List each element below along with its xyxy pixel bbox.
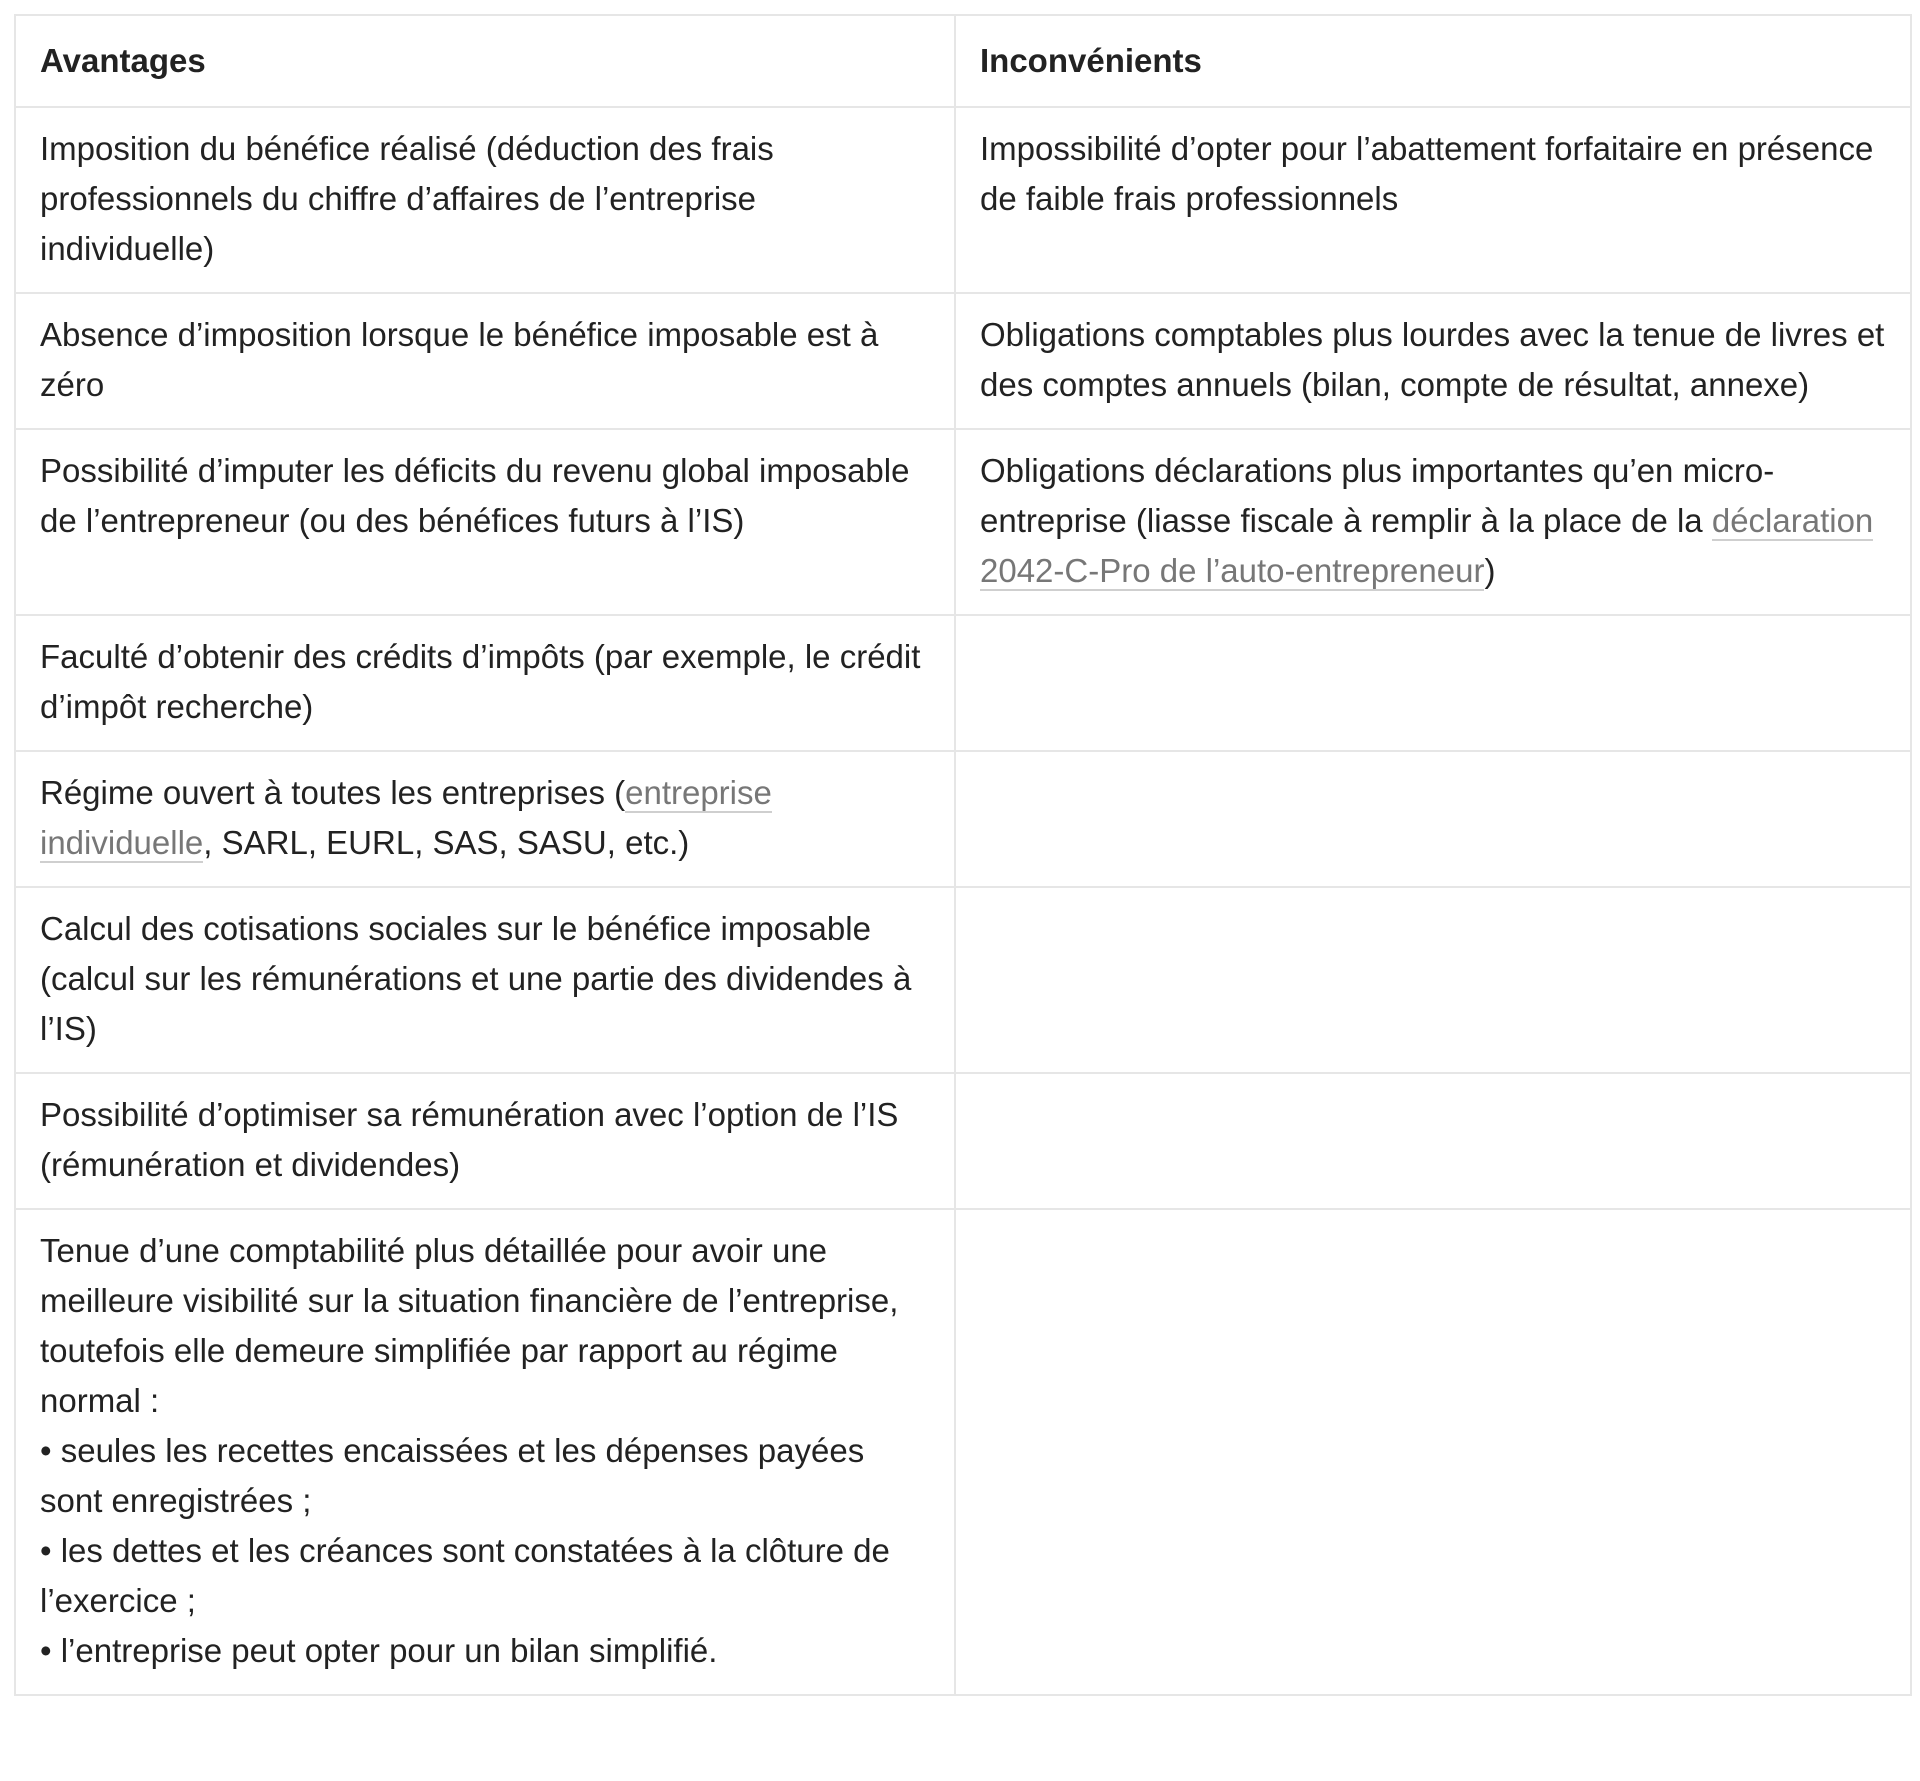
cell-advantage: Calcul des cotisations sociales sur le bénéfice imposable (calcul sur les rémunérations et une partie des dividendes à l’IS) — [15, 887, 955, 1073]
cell-text: Obligations déclarations plus importantes qu’en micro-entreprise (liasse fiscale à remplir à la place de la — [980, 452, 1775, 539]
cell-disadvantage-empty — [955, 751, 1911, 887]
table-row — [15, 107, 1911, 293]
table-row — [15, 615, 1911, 751]
header-advantages: Avantages — [15, 15, 955, 107]
table-row — [15, 429, 1911, 615]
cell-disadvantage: Obligations comptables plus lourdes avec la tenue de livres et des comptes annuels (bilan, compte de résultat, annexe) — [955, 293, 1911, 429]
cell-text: ) — [1484, 552, 1496, 589]
header-disadvantages: Inconvénients — [955, 15, 1911, 107]
cell-disadvantage-empty — [955, 887, 1911, 1073]
table-row — [15, 751, 1911, 887]
link-declaration-2042-c-pro[interactable]: déclaration 2042-C-Pro de l’auto-entrepreneur — [980, 502, 1874, 589]
cell-text: , SARL, EURL, SAS, SASU, etc.) — [203, 824, 690, 861]
bullet-item: • l’entreprise peut opter pour un bilan simplifié. — [40, 1632, 718, 1669]
cell-disadvantage: Impossibilité d’opter pour l’abattement forfaitaire en présence de faible frais professionnels — [955, 107, 1911, 293]
table-row — [15, 1073, 1911, 1209]
cell-advantage — [15, 751, 955, 887]
cell-text: Régime ouvert à toutes les entreprises ( — [40, 774, 626, 811]
table-row — [15, 293, 1911, 429]
cell-advantage — [15, 1209, 955, 1695]
bullet-item: • les dettes et les créances sont constatées à la clôture de l’exercice ; — [40, 1532, 890, 1619]
link-entreprise-individuelle[interactable]: entreprise individuelle — [40, 774, 772, 861]
cell-text: Tenue d’une comptabilité plus détaillée pour avoir une meilleure visibilité sur la situation financière de l’entreprise, toutefois elle demeure simplifiée par rapport au régime normal : — [40, 1232, 899, 1419]
cell-advantage: Possibilité d’optimiser sa rémunération avec l’option de l’IS (rémunération et dividendes) — [15, 1073, 955, 1209]
cell-disadvantage-empty — [955, 1209, 1911, 1695]
table-header-row — [15, 15, 1911, 107]
comparison-table — [14, 14, 1912, 1696]
cell-disadvantage-empty — [955, 615, 1911, 751]
cell-advantage: Faculté d’obtenir des crédits d’impôts (par exemple, le crédit d’impôt recherche) — [15, 615, 955, 751]
cell-advantage: Possibilité d’imputer les déficits du revenu global imposable de l’entrepreneur (ou des bénéfices futurs à l’IS) — [15, 429, 955, 615]
content-area — [14, 14, 1910, 1696]
cell-disadvantage-empty — [955, 1073, 1911, 1209]
bullet-item: • seules les recettes encaissées et les dépenses payées sont enregistrées ; — [40, 1432, 865, 1519]
cell-advantage: Imposition du bénéfice réalisé (déduction des frais professionnels du chiffre d’affaires de l’entreprise individuelle) — [15, 107, 955, 293]
table-row — [15, 887, 1911, 1073]
table-row — [15, 1209, 1911, 1695]
cell-advantage: Absence d’imposition lorsque le bénéfice imposable est à zéro — [15, 293, 955, 429]
cell-disadvantage — [955, 429, 1911, 615]
